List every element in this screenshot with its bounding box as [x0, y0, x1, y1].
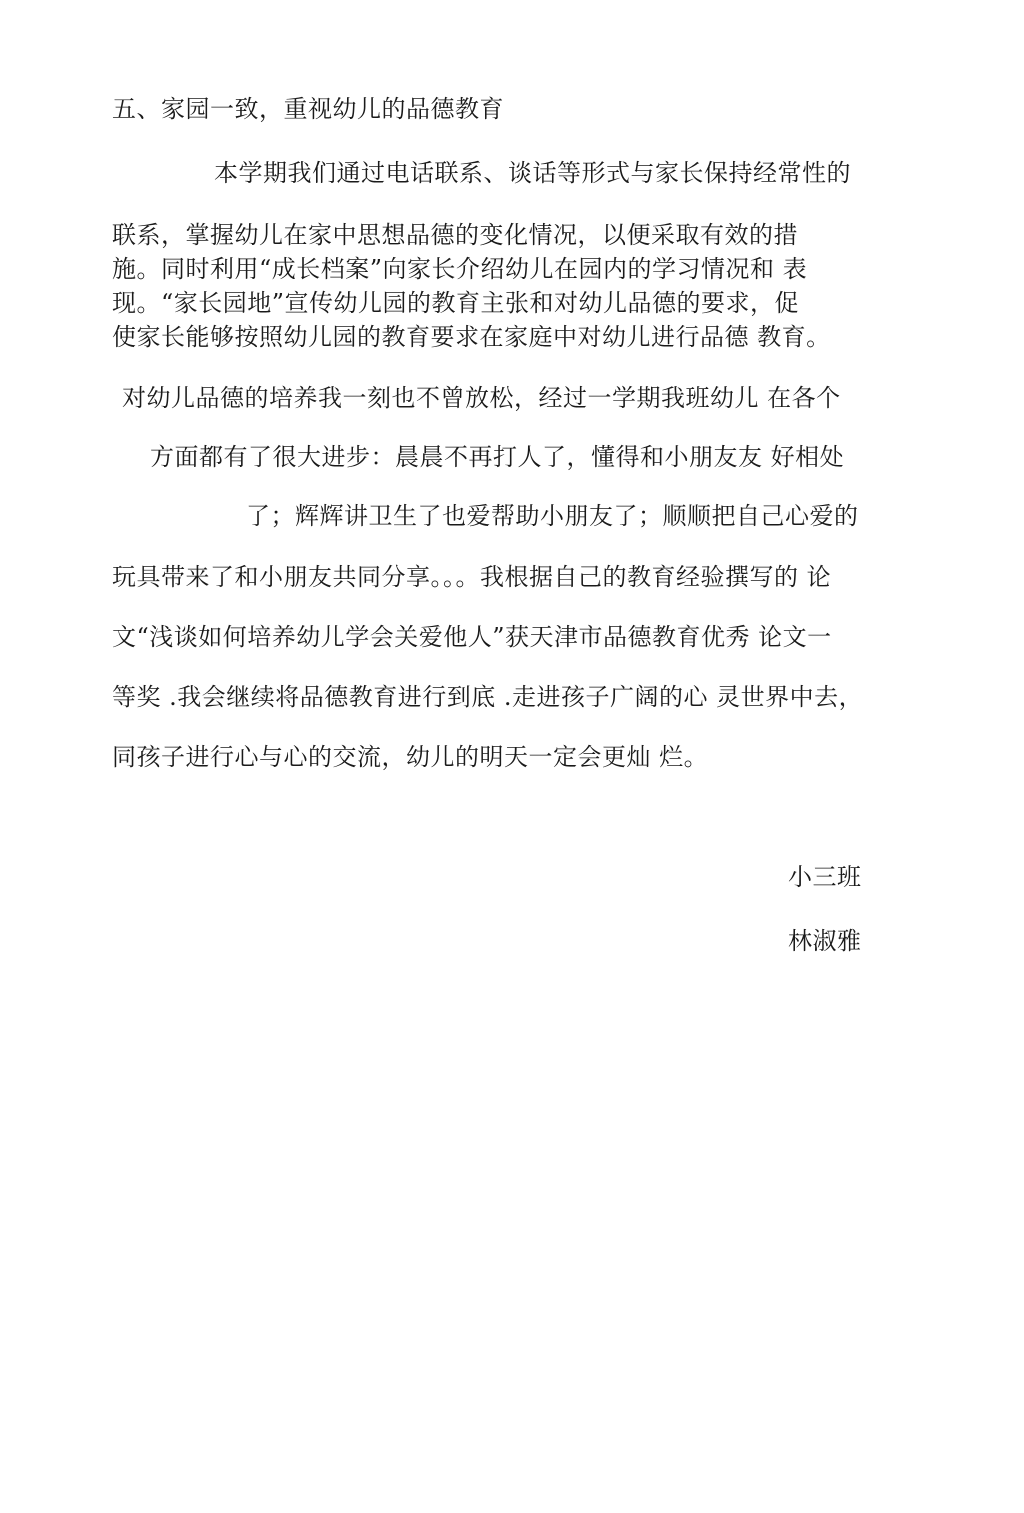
paragraph-line: 使家长能够按照幼儿园的教育要求在家庭中对幼儿进行品德 教育。 [112, 323, 831, 351]
paragraph-line: 同孩子进行心与心的交流，幼儿的明天一定会更灿 烂。 [112, 743, 709, 771]
signature-class: 小三班 [788, 863, 862, 891]
signature-author: 林淑雅 [788, 927, 862, 955]
paragraph-line: 文“浅谈如何培养幼儿学会关爱他人”获天津市品德教育优秀 论文一 [112, 623, 832, 651]
paragraph-line: 方面都有了很大进步：晨晨不再打人了，懂得和小朋友友 好相处 [150, 443, 845, 471]
paragraph-line: 了；辉辉讲卫生了也爱帮助小朋友了；顺顺把自己心爱的 [246, 502, 859, 530]
paragraph-line: 玩具带来了和小朋友共同分享。。。我根据自己的教育经验撰写的 论 [112, 563, 832, 591]
paragraph-line: 对幼儿品德的培养我一刻也不曾放松，经过一学期我班幼儿 在各个 [122, 384, 841, 412]
paragraph-line: 施。同时利用“成长档案”向家长介绍幼儿在园内的学习情况和 表 [112, 255, 808, 283]
paragraph-line: 联系，掌握幼儿在家中思想品德的变化情况，以便采取有效的措 [112, 221, 798, 249]
paragraph-line: 本学期我们通过电话联系、谈话等形式与家长保持经常性的 [214, 159, 851, 187]
section-heading: 五、家园一致，重视幼儿的品德教育 [112, 95, 504, 123]
paragraph-line: 等奖 .我会继续将品德教育进行到底 .走进孩子广阔的心 灵世界中去， [112, 683, 864, 711]
paragraph-line: 现。“家长园地”宣传幼儿园的教育主张和对幼儿品德的要求，促 [112, 289, 800, 317]
